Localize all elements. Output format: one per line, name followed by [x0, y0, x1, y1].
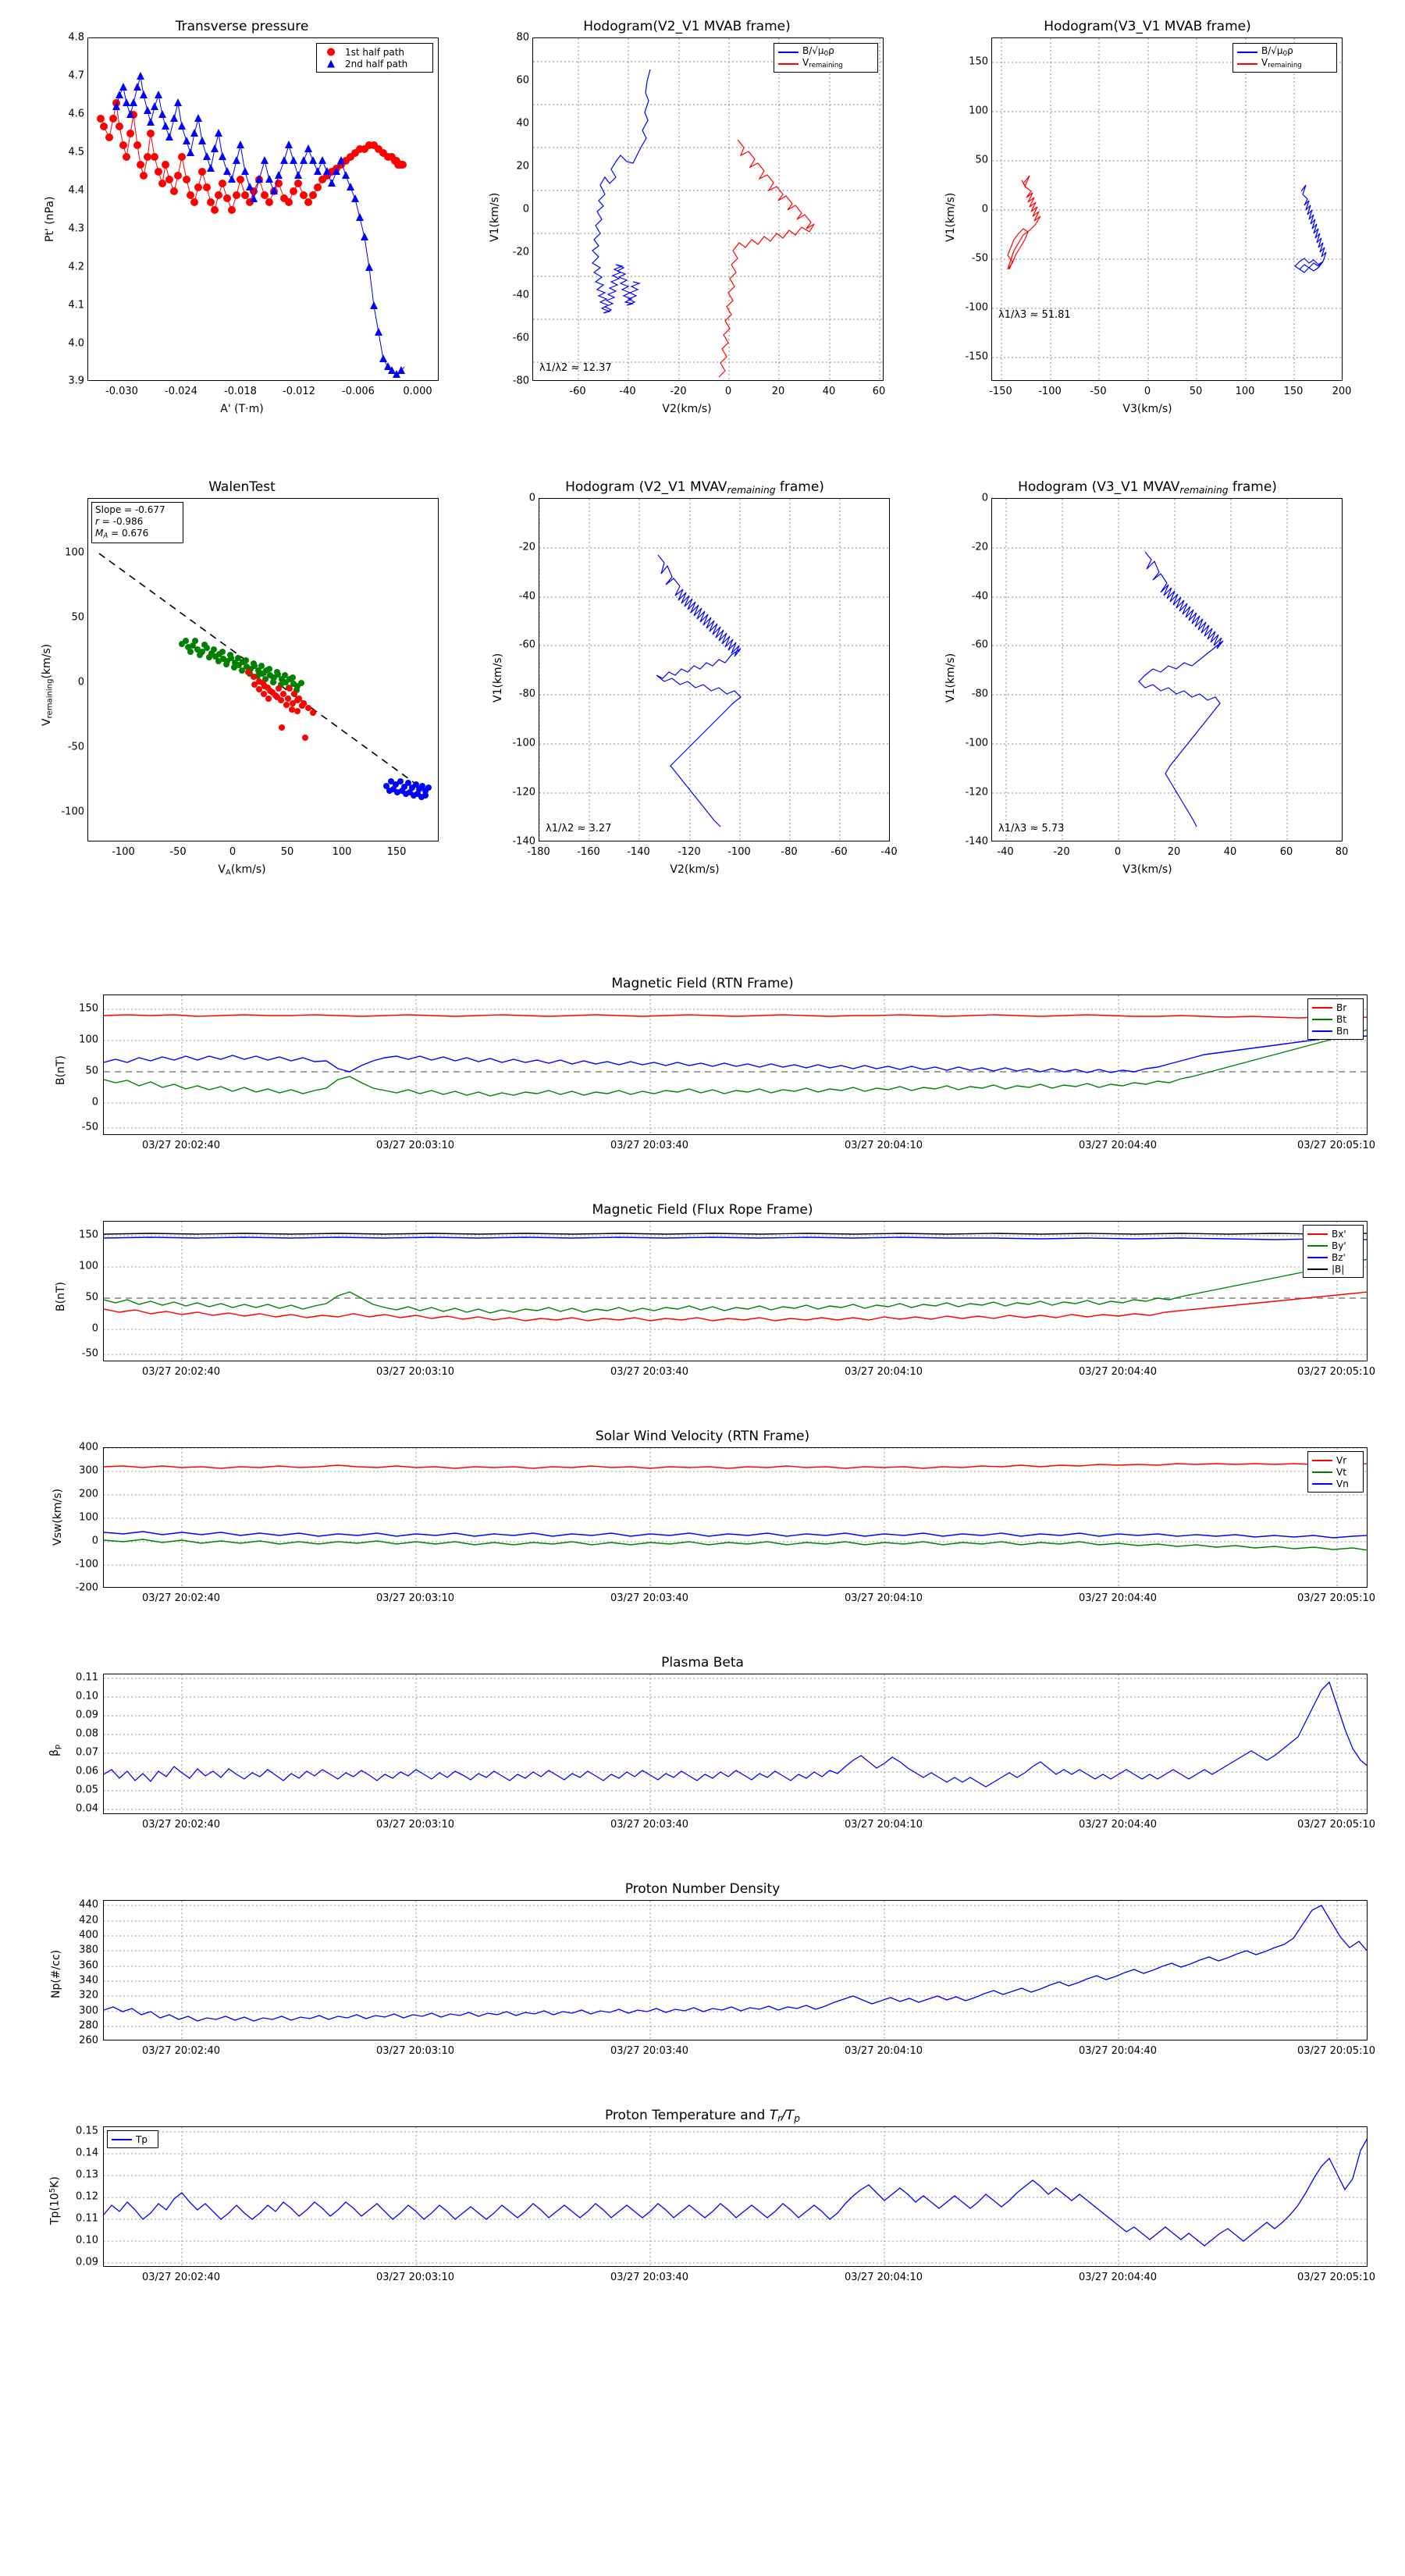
legend-item: |B|: [1307, 1263, 1359, 1275]
x-tick: 40: [822, 386, 836, 397]
y-tick: 0.11: [76, 2212, 98, 2225]
y-tick: 50: [85, 1291, 98, 1304]
x-tick: 0.000: [403, 386, 432, 397]
x-axis-label: V3(km/s): [1122, 863, 1172, 876]
y-tick: 440: [79, 1898, 98, 1911]
y-tick: -100: [512, 737, 535, 749]
panel-title: Solar Wind Velocity (RTN Frame): [595, 1429, 810, 1444]
legend-item: Vr: [1312, 1454, 1359, 1466]
eigenvalue-ratio-annotation: λ1/λ3 ≈ 5.73: [998, 823, 1065, 834]
x-tick: 03/27 20:05:10: [1297, 2045, 1375, 2057]
y-tick: 300: [79, 1464, 98, 1477]
x-tick: 03/27 20:04:40: [1079, 1140, 1157, 1151]
line-swatch: [1312, 1007, 1332, 1009]
plot-area: [103, 1900, 1368, 2041]
panel-title: Plasma Beta: [661, 1655, 744, 1670]
plot-area: [103, 2126, 1368, 2267]
walen-test-data: [88, 499, 439, 841]
x-tick: -100: [1038, 386, 1062, 397]
x-tick: 40: [1223, 846, 1237, 858]
panel-walen-test: [31, 476, 453, 890]
line-swatch: [1312, 1030, 1332, 1032]
x-tick: -40: [619, 386, 636, 397]
x-tick: 03/27 20:03:10: [376, 1592, 454, 1604]
y-tick: 0: [981, 203, 988, 215]
magnetic-fluxrope-data: [104, 1222, 1368, 1361]
panel-title: Magnetic Field (RTN Frame): [611, 976, 794, 991]
x-tick: 03/27 20:05:10: [1297, 2272, 1375, 2283]
x-tick: 03/27 20:02:40: [142, 2045, 220, 2057]
legend-item: Bz': [1307, 1251, 1359, 1263]
y-tick: 0.09: [76, 1709, 98, 1721]
y-tick: -50: [971, 252, 988, 265]
legend: [1232, 43, 1337, 73]
x-tick: 100: [1235, 386, 1255, 397]
x-tick: 03/27 20:02:40: [142, 1366, 220, 1378]
x-tick: 03/27 20:03:10: [376, 2045, 454, 2057]
panel-transverse-pressure: [31, 16, 453, 429]
y-axis-label: B(nT): [55, 1282, 67, 1311]
y-tick: 0.10: [76, 1690, 98, 1703]
y-tick: -80: [518, 688, 535, 700]
x-tick: -100: [112, 846, 135, 858]
y-tick: 0.05: [76, 1784, 98, 1796]
y-tick: 400: [79, 1441, 98, 1453]
y-tick: 280: [79, 2019, 98, 2032]
y-axis-label: B(nT): [55, 1055, 67, 1085]
panel-proton-temperature: [31, 2108, 1374, 2311]
y-axis-label: V1(km/s): [492, 653, 504, 703]
legend: [1307, 998, 1364, 1040]
x-tick: 03/27 20:04:40: [1079, 1592, 1157, 1604]
x-tick: -0.030: [105, 386, 138, 397]
circle-marker-icon: ●: [326, 46, 336, 58]
legend-item: Vt: [1312, 1466, 1359, 1478]
plot-area: [539, 498, 890, 841]
y-axis-label: Pt' (nPa): [44, 196, 56, 242]
panel-title: WalenTest: [208, 479, 276, 495]
x-tick: 03/27 20:05:10: [1297, 1140, 1375, 1151]
x-tick: -180: [527, 846, 550, 858]
x-tick: 03/27 20:04:10: [845, 1366, 923, 1378]
legend-item: By': [1307, 1240, 1359, 1251]
x-tick: 80: [1335, 846, 1349, 858]
y-tick: -100: [75, 1558, 98, 1571]
plot-area: [103, 1221, 1368, 1361]
x-axis-label: A' (T·m): [220, 403, 264, 415]
plot-area: [103, 994, 1368, 1135]
line-swatch: [1312, 1019, 1332, 1020]
line-swatch: [1312, 1460, 1332, 1461]
legend-item: Vn: [1312, 1478, 1359, 1489]
line-swatch: [1307, 1245, 1328, 1247]
y-tick: -50: [67, 741, 84, 753]
panel-magnetic-field-rtn: [31, 976, 1374, 1179]
y-tick: 4.6: [68, 108, 84, 120]
y-tick: 0: [77, 676, 84, 688]
y-tick: 150: [79, 1002, 98, 1015]
panel-hodogram-v3v1-mvab: [929, 16, 1366, 429]
plot-area: [103, 1447, 1368, 1588]
y-tick: 360: [79, 1959, 98, 1972]
y-tick: -120: [512, 786, 535, 799]
y-tick: 0: [981, 492, 988, 504]
x-tick: 50: [280, 846, 294, 858]
y-tick: 50: [975, 154, 988, 166]
legend: [107, 2130, 158, 2148]
y-tick: 0.15: [76, 2125, 98, 2137]
legend-item: Bx': [1307, 1228, 1359, 1240]
x-tick: -20: [670, 386, 687, 397]
eigenvalue-ratio-annotation: λ1/λ2 ≈ 12.37: [539, 362, 612, 374]
panel-title: Hodogram (V3_V1 $MVAV_{remaining}$ frame): [1018, 479, 1277, 496]
magnetic-rtn-data: [104, 995, 1368, 1135]
y-tick: -60: [518, 639, 535, 651]
x-tick: -100: [727, 846, 751, 858]
hodogram-v3v1-mvab-data: [992, 38, 1343, 381]
x-tick: 03/27 20:04:10: [845, 2272, 923, 2283]
hodogram-v2v1-mvav-data: [539, 499, 890, 841]
y-tick: -120: [965, 786, 988, 799]
x-tick: 03/27 20:05:10: [1297, 1819, 1375, 1831]
x-tick: -0.024: [165, 386, 197, 397]
x-tick: 03/27 20:02:40: [142, 1819, 220, 1831]
panel-title: Magnetic Field (Flux Rope Frame): [592, 1202, 813, 1218]
panel-title: Hodogram (V2_V1 $MVAV_{remaining}$ frame): [565, 479, 824, 496]
y-tick: -20: [512, 246, 529, 258]
y-tick: 0: [522, 203, 529, 215]
x-tick: -0.012: [283, 386, 315, 397]
y-tick: 0: [91, 1096, 98, 1108]
y-tick: 0.08: [76, 1727, 98, 1740]
panel-proton-density: [31, 1881, 1374, 2084]
x-axis-label: V3(km/s): [1122, 403, 1172, 415]
x-tick: -140: [627, 846, 650, 858]
panel-title: Transverse pressure: [175, 19, 309, 34]
plot-area: [991, 498, 1343, 841]
transverse-pressure-data: [88, 38, 439, 381]
y-tick: 100: [79, 1511, 98, 1524]
y-axis-label: V1(km/s): [944, 653, 957, 703]
panel-hodogram-v2v1-mvav: [476, 476, 913, 890]
line-swatch: [112, 2139, 132, 2140]
x-tick: 03/27 20:04:10: [845, 1140, 923, 1151]
x-tick: 0: [229, 846, 237, 858]
x-tick: -50: [1090, 386, 1107, 397]
x-tick: -80: [781, 846, 798, 858]
x-tick: 03/27 20:02:40: [142, 1140, 220, 1151]
y-tick: 340: [79, 1974, 98, 1987]
triangle-marker-icon: ▲: [327, 58, 335, 69]
hodogram-v2v1-mvab-data: [533, 38, 884, 381]
x-tick: 03/27 20:03:40: [610, 2045, 688, 2057]
x-tick: -40: [997, 846, 1014, 858]
y-tick: 0.11: [76, 1671, 98, 1684]
y-axis-label: $\beta_p$: [48, 1744, 62, 1756]
y-tick: -140: [965, 835, 988, 848]
y-axis-label: $V_{remaining}(km/s)$: [41, 643, 55, 726]
panel-solar-wind-velocity: [31, 1429, 1374, 1631]
x-tick: -20: [1053, 846, 1070, 858]
x-tick: 60: [1279, 846, 1293, 858]
x-tick: 200: [1332, 386, 1352, 397]
x-tick: 20: [771, 386, 785, 397]
y-tick: 4.0: [68, 337, 84, 350]
x-tick: 03/27 20:05:10: [1297, 1366, 1375, 1378]
x-tick: 0: [724, 386, 732, 397]
y-tick: 320: [79, 1989, 98, 2001]
y-tick: -20: [971, 541, 988, 553]
slope-value: Slope = -0.677: [95, 504, 165, 515]
y-tick: 300: [79, 2005, 98, 2017]
y-tick: 80: [516, 31, 529, 44]
x-tick: 03/27 20:03:40: [610, 1366, 688, 1378]
y-tick: -100: [965, 737, 988, 749]
x-tick: -0.006: [342, 386, 375, 397]
panel-magnetic-field-fluxrope: [31, 1202, 1374, 1405]
x-tick: 03/27 20:04:40: [1079, 2045, 1157, 2057]
x-tick: 0: [1144, 386, 1151, 397]
x-tick: -120: [678, 846, 701, 858]
legend-item: ▲ 2nd half path: [321, 58, 429, 69]
x-tick: 03/27 20:04:40: [1079, 1366, 1157, 1378]
x-tick: 150: [386, 846, 407, 858]
plot-area: [103, 1674, 1368, 1814]
panel-title: Hodogram(V2_V1 MVAB frame): [583, 19, 791, 34]
y-tick: 20: [516, 160, 529, 173]
y-tick: 0.07: [76, 1746, 98, 1759]
line-swatch: [778, 52, 799, 53]
y-tick: 4.4: [68, 184, 84, 197]
x-tick: 03/27 20:03:40: [610, 2272, 688, 2283]
x-tick: -40: [880, 846, 898, 858]
y-tick: -50: [81, 1347, 98, 1360]
y-tick: 400: [79, 1929, 98, 1941]
x-tick: 03/27 20:02:40: [142, 1592, 220, 1604]
y-tick: 0.12: [76, 2190, 98, 2203]
x-tick: 150: [1283, 386, 1304, 397]
panel-title: Proton Number Density: [624, 1881, 781, 1897]
y-tick: 4.5: [68, 146, 84, 158]
y-tick: -100: [965, 301, 988, 314]
correlation-value: r = -0.986: [95, 516, 144, 527]
y-tick: 420: [79, 1914, 98, 1927]
y-tick: -60: [512, 332, 529, 344]
panel-hodogram-v3v1-mvav: [929, 476, 1366, 890]
legend: [1307, 1451, 1364, 1493]
y-tick: 4.8: [68, 31, 84, 44]
y-tick: -140: [512, 835, 535, 848]
x-tick: 03/27 20:04:10: [845, 2045, 923, 2057]
x-tick: 03/27 20:05:10: [1297, 1592, 1375, 1604]
y-tick: 150: [969, 55, 988, 68]
hodogram-v3v1-mvav-data: [992, 499, 1343, 841]
y-axis-label: $Tp(10^5K)$: [48, 2176, 62, 2225]
line-swatch: [1312, 1471, 1332, 1473]
y-tick: 4.3: [68, 222, 84, 235]
legend-item: $V_{remaining}$: [778, 58, 873, 69]
y-tick: 0.04: [76, 1802, 98, 1815]
x-tick: 03/27 20:03:10: [376, 1819, 454, 1831]
y-tick: 0.13: [76, 2169, 98, 2181]
y-tick: -20: [518, 541, 535, 553]
x-tick: 03/27 20:03:10: [376, 1366, 454, 1378]
x-axis-label: $V_A(km/s)$: [218, 863, 266, 877]
line-swatch: [1307, 1268, 1328, 1270]
legend: [1303, 1225, 1364, 1278]
y-axis-label: Vsw(km/s): [52, 1488, 64, 1546]
y-tick: -100: [61, 806, 84, 818]
x-tick: 03/27 20:03:10: [376, 2272, 454, 2283]
plasma-beta-data: [104, 1674, 1368, 1814]
y-tick: 0.06: [76, 1765, 98, 1777]
y-tick: 100: [969, 105, 988, 117]
x-tick: 03/27 20:03:10: [376, 1140, 454, 1151]
plot-area: [87, 498, 439, 841]
panel-plasma-beta: [31, 1655, 1374, 1858]
plot-area: [87, 37, 439, 381]
x-tick: 03/27 20:04:40: [1079, 1819, 1157, 1831]
eigenvalue-ratio-annotation: λ1/λ3 ≈ 51.81: [998, 309, 1071, 321]
y-tick: -50: [81, 1121, 98, 1133]
y-tick: 3.9: [68, 375, 84, 387]
legend-item: $B/√\mu_0\rho$: [1237, 46, 1332, 58]
y-tick: 260: [79, 2034, 98, 2047]
y-tick: 0: [91, 1322, 98, 1335]
y-tick: 0.14: [76, 2147, 98, 2159]
legend-item: Br: [1312, 1002, 1359, 1013]
legend-item: Bt: [1312, 1013, 1359, 1025]
y-tick: -80: [971, 688, 988, 700]
x-axis-label: V2(km/s): [662, 403, 712, 415]
y-axis-label: V1(km/s): [489, 192, 501, 242]
y-tick: 4.2: [68, 261, 84, 273]
y-tick: 380: [79, 1944, 98, 1956]
legend: [316, 43, 433, 73]
fit-statistics-box: [91, 502, 183, 543]
panel-title: Hodogram(V3_V1 MVAB frame): [1044, 19, 1251, 34]
y-tick: 0.10: [76, 2234, 98, 2247]
y-tick: -40: [512, 289, 529, 301]
x-tick: 60: [872, 386, 886, 397]
y-tick: 40: [516, 117, 529, 130]
x-tick: 03/27 20:03:40: [610, 1819, 688, 1831]
y-tick: -150: [965, 350, 988, 363]
x-tick: -0.018: [224, 386, 257, 397]
line-swatch: [778, 63, 799, 65]
y-tick: 0: [91, 1535, 98, 1547]
y-axis-label: Np(#/cc): [50, 1949, 62, 1998]
plot-area: [532, 37, 884, 381]
legend-item: $B/√\mu_0\rho$: [778, 46, 873, 58]
y-axis-label: V1(km/s): [944, 192, 957, 242]
y-tick: 0.09: [76, 2256, 98, 2268]
alfven-mach-value: $M_A = 0.676$: [95, 528, 149, 541]
y-tick: 50: [71, 611, 84, 624]
legend-item: $V_{remaining}$: [1237, 58, 1332, 69]
x-tick: -50: [169, 846, 187, 858]
x-tick: -160: [577, 846, 600, 858]
x-tick: 03/27 20:04:40: [1079, 2272, 1157, 2283]
x-axis-label: V2(km/s): [670, 863, 720, 876]
panel-hodogram-v2v1-mvab: [476, 16, 898, 429]
legend-item: Bn: [1312, 1025, 1359, 1037]
y-tick: 50: [85, 1065, 98, 1077]
legend-item: ● 1st half path: [321, 46, 429, 58]
y-tick: 4.7: [68, 69, 84, 82]
y-tick: 100: [65, 546, 84, 559]
y-tick: -40: [971, 590, 988, 603]
line-swatch: [1237, 52, 1257, 53]
x-tick: 03/27 20:04:10: [845, 1819, 923, 1831]
x-tick: 03/27 20:03:40: [610, 1592, 688, 1604]
legend: [774, 43, 878, 73]
panel-title: Proton Temperature and $T_r/T_p$: [604, 2108, 801, 2125]
y-tick: 200: [79, 1488, 98, 1500]
line-swatch: [1237, 63, 1257, 65]
y-tick: 0: [528, 492, 535, 504]
line-swatch: [1307, 1257, 1328, 1258]
x-tick: 100: [332, 846, 352, 858]
plot-area: [991, 37, 1343, 381]
y-tick: -80: [512, 375, 529, 387]
proton-temperature-data: [104, 2127, 1368, 2267]
x-tick: 0: [1114, 846, 1122, 858]
y-tick: -60: [971, 639, 988, 651]
x-tick: -60: [831, 846, 848, 858]
y-tick: -40: [518, 590, 535, 603]
line-swatch: [1312, 1483, 1332, 1485]
solar-wind-velocity-data: [104, 1448, 1368, 1588]
x-tick: -60: [569, 386, 586, 397]
legend-item: Tp: [112, 2133, 154, 2145]
y-tick: 100: [79, 1034, 98, 1046]
x-tick: 50: [1189, 386, 1203, 397]
y-tick: 100: [79, 1260, 98, 1272]
x-tick: 20: [1167, 846, 1181, 858]
x-tick: -150: [989, 386, 1012, 397]
eigenvalue-ratio-annotation: λ1/λ2 ≈ 3.27: [546, 823, 612, 834]
y-tick: 4.1: [68, 299, 84, 311]
x-tick: 03/27 20:02:40: [142, 2272, 220, 2283]
line-swatch: [1307, 1233, 1328, 1235]
y-tick: 150: [79, 1229, 98, 1241]
proton-density-data: [104, 1901, 1368, 2041]
x-tick: 03/27 20:03:40: [610, 1140, 688, 1151]
x-tick: 03/27 20:04:10: [845, 1592, 923, 1604]
y-tick: -200: [75, 1582, 98, 1594]
y-tick: 60: [516, 74, 529, 87]
